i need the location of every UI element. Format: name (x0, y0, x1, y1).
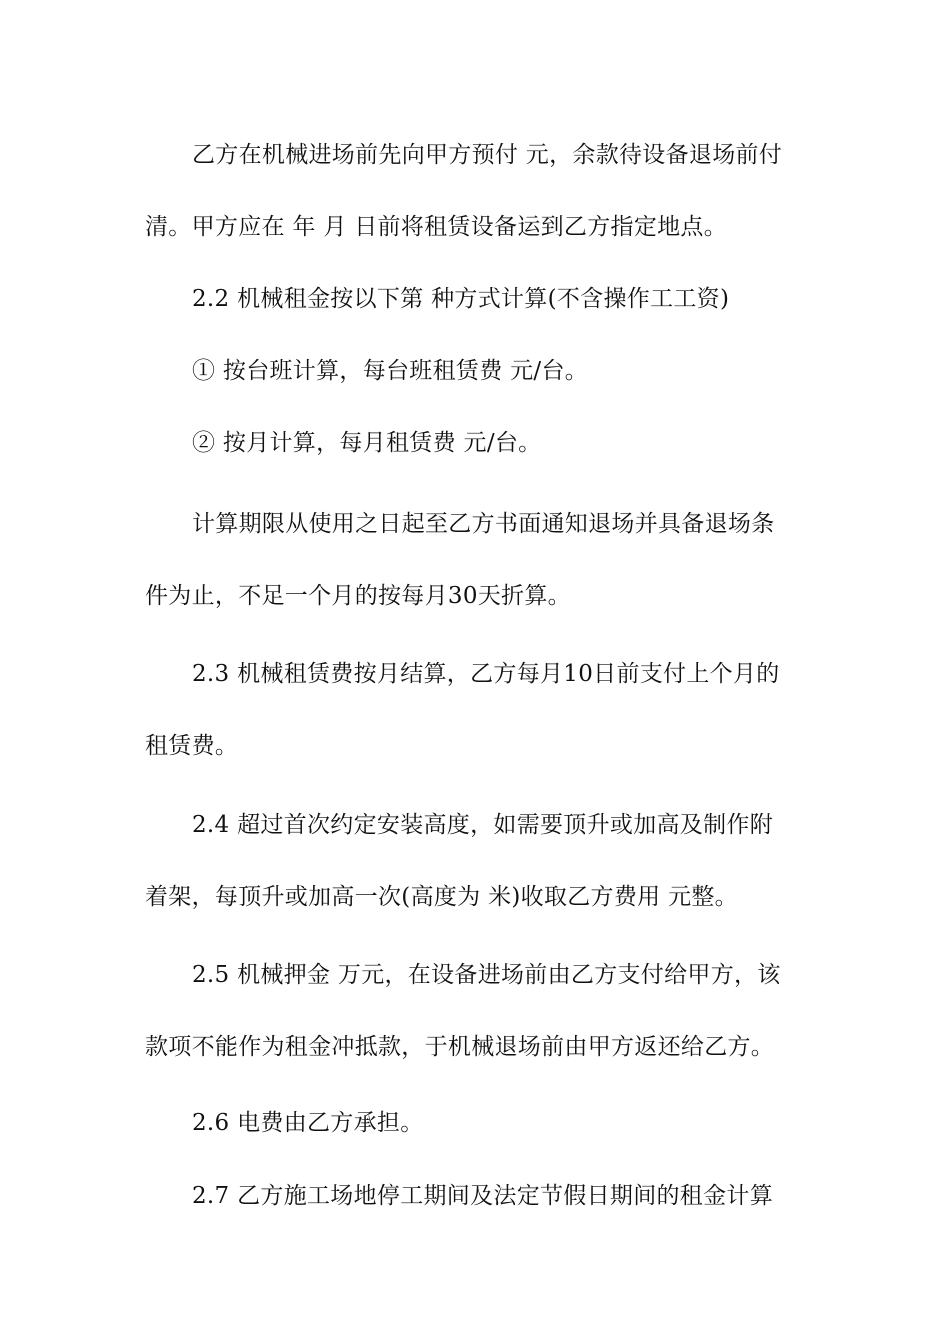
paragraph-line-7: 件为止，不足一个月的按每月30天折算。 (145, 583, 571, 609)
clause-2-4: 2.4 超过首次约定安装高度，如需要顶升或加高及制作附 (192, 812, 773, 838)
clause-2-3: 2.3 机械租赁费按月结算，乙方每月10日前支付上个月的 (192, 661, 780, 687)
clause-2-6: 2.6 电费由乙方承担。 (192, 1110, 424, 1136)
paragraph-line-11: 着架，每顶升或加高一次(高度为 米)收取乙方费用 元整。 (145, 884, 738, 910)
paragraph-line-1: 乙方在机械进场前先向甲方预付 元，余款待设备退场前付 (192, 142, 783, 168)
paragraph-line-2: 清。甲方应在 年 月 日前将租赁设备运到乙方指定地点。 (145, 214, 728, 240)
clause-2-2: 2.2 机械租金按以下第 种方式计算(不含操作工工资) (192, 286, 730, 312)
option-2: ② 按月计算，每月租赁费 元/台。 (192, 430, 542, 456)
paragraph-line-9: 租赁费。 (145, 733, 239, 759)
paragraph-line-6: 计算期限从使用之日起至乙方书面通知退场并具备退场条 (192, 511, 775, 537)
clause-2-5: 2.5 机械押金 万元，在设备进场前由乙方支付给甲方，该 (192, 962, 781, 988)
paragraph-line-13: 款项不能作为租金冲抵款，于机械退场前由甲方返还给乙方。 (145, 1034, 775, 1060)
clause-2-7: 2.7 乙方施工场地停工期间及法定节假日期间的租金计算 (192, 1183, 773, 1209)
option-1: ① 按台班计算，每台班租赁费 元/台。 (192, 358, 589, 384)
